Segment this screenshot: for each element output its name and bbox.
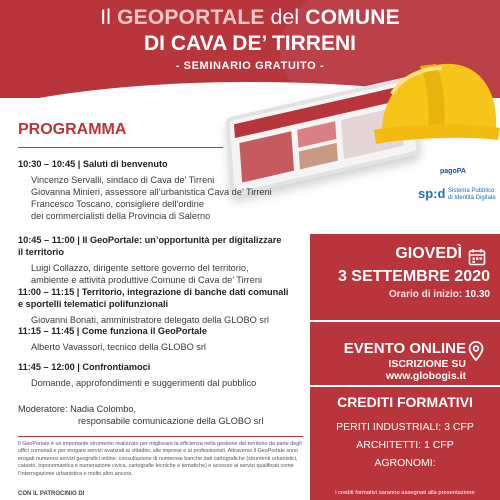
title-mid: del (264, 6, 306, 29)
credits-heading: CREDITI FORMATIVI (337, 394, 473, 410)
location-pin-icon (468, 341, 484, 361)
credits-architetti: ARCHITETTI: 1 CFP (356, 439, 454, 451)
panel-divider (310, 385, 500, 387)
title-comune: COMUNE (305, 6, 400, 29)
credits-agronomi: AGRONOMI: (374, 457, 436, 469)
program-item (18, 158, 308, 222)
event-title-line2: DI CAVA DE’ TIRRENI (144, 32, 356, 55)
moderatore-name: Nadia Colombo, (70, 404, 136, 414)
patrocinio-label: CON IL PATROCINIO DI (18, 491, 85, 497)
geoportale-description: Il GeoPortale è un importante strumento realizzato per migliorare la efficienza nella gestione del territorio da parte degli uffici comunali e per erogare servizi avanzati ai cittadini, alle imprese e ai professionisti. Attraverso il GeoPortale sono erogati numerosi servizi geografici online: consultazione di numerose banche dati cartografiche (strumenti urbanistici, catasto, toponomastica e numerazione civica, cartografie tecniche e tematiche) e accesso ai servizi qualificati come l’interrogazione urbanistica e molto altro ancora. (18, 441, 302, 477)
program-item (18, 286, 293, 326)
credits-note: i crediti formativi saranno assegnati alla presentazione (335, 490, 475, 496)
moderatore-role: responsabile comunicazione della GLOBO srl (78, 416, 264, 426)
pagopa-logo: pagoPA (440, 168, 466, 175)
title-prefix: Il (100, 6, 118, 29)
registration-url[interactable]: www.globogis.it (385, 370, 466, 382)
event-start-time (310, 289, 490, 300)
start-time-label: Orario di inizio: (388, 289, 463, 300)
program-item (18, 234, 288, 286)
online-event-title: EVENTO ONLINE (343, 340, 466, 357)
moderatore (18, 403, 308, 427)
spid-logo (418, 186, 500, 206)
program-item-head: 10:30 – 10:45 | Saluti di benvenuto (18, 159, 168, 169)
event-date: 3 SETTEMBRE 2020 (337, 268, 490, 285)
program-speaker: Francesco Toscano, consigliere dell’ordine (31, 199, 204, 209)
spid-mark: sp:d (418, 186, 446, 201)
program-item-head: 10:45 – 11:00 | Il GeoPortale: un’opportunità per digitalizzare il territorio (18, 235, 282, 257)
description-divider (18, 436, 303, 437)
moderatore-label: Moderatore: (18, 404, 68, 414)
moderatore-line (18, 403, 308, 415)
program-item-head: 11:45 – 12:00 | Confrontiamoci (18, 362, 151, 372)
programma-divider (18, 147, 223, 148)
program-item-head: 11:15 – 11:45 | Come funziona il GeoPortale (18, 326, 207, 336)
spid-text (448, 188, 496, 202)
program-item (18, 361, 308, 389)
program-speaker: Giovanna Minieri, assessore all’urbanistica Cava de’ Tirreni (31, 187, 272, 197)
credits-periti: PERITI INDUSTRIALI: 3 CFP (336, 421, 474, 433)
program-speaker: dei commercialisti della Provincia di Salerno (31, 211, 211, 221)
program-speaker: ambiente e attività produttive Comune di Cava de’ Tirreni (31, 275, 262, 285)
event-title-line1 (0, 6, 500, 30)
program-speaker: Alberto Vavassori, tecnico della GLOBO srl (31, 342, 206, 352)
program-speaker: Domande, approfondimenti e suggerimenti dal pubblico (31, 378, 257, 388)
registration-label: ISCRIZIONE SU (388, 358, 466, 370)
program-item (18, 325, 308, 353)
event-day: GIOVEDÌ (395, 245, 462, 262)
program-speaker: Giovanni Bonati, amministratore delegato della GLOBO srl (31, 315, 269, 325)
program-speaker: Vincenzo Servalli, sindaco di Cava de’ Tirreni (31, 175, 215, 185)
program-speaker: Luigi Collazzo, dirigente settore governo del territorio, (31, 263, 249, 273)
panel-divider (310, 320, 500, 322)
spid-text-line: di Identità Digitale (448, 195, 496, 201)
title-geoportale: GEOPORTALE (117, 6, 265, 29)
hard-hat-icon (372, 54, 500, 164)
event-subtitle: - SEMINARIO GRATUITO - (175, 60, 325, 72)
start-time-value: 10.30 (464, 289, 490, 300)
programma-heading: PROGRAMMA (18, 121, 127, 138)
calendar-icon (468, 248, 486, 266)
program-item-head: 11:00 – 11:15 | Territorio, integrazione di banche dati comunali e sportelli telematici polifunzionali (18, 287, 289, 309)
spid-text-line: Sistema Pubblico (448, 188, 495, 194)
